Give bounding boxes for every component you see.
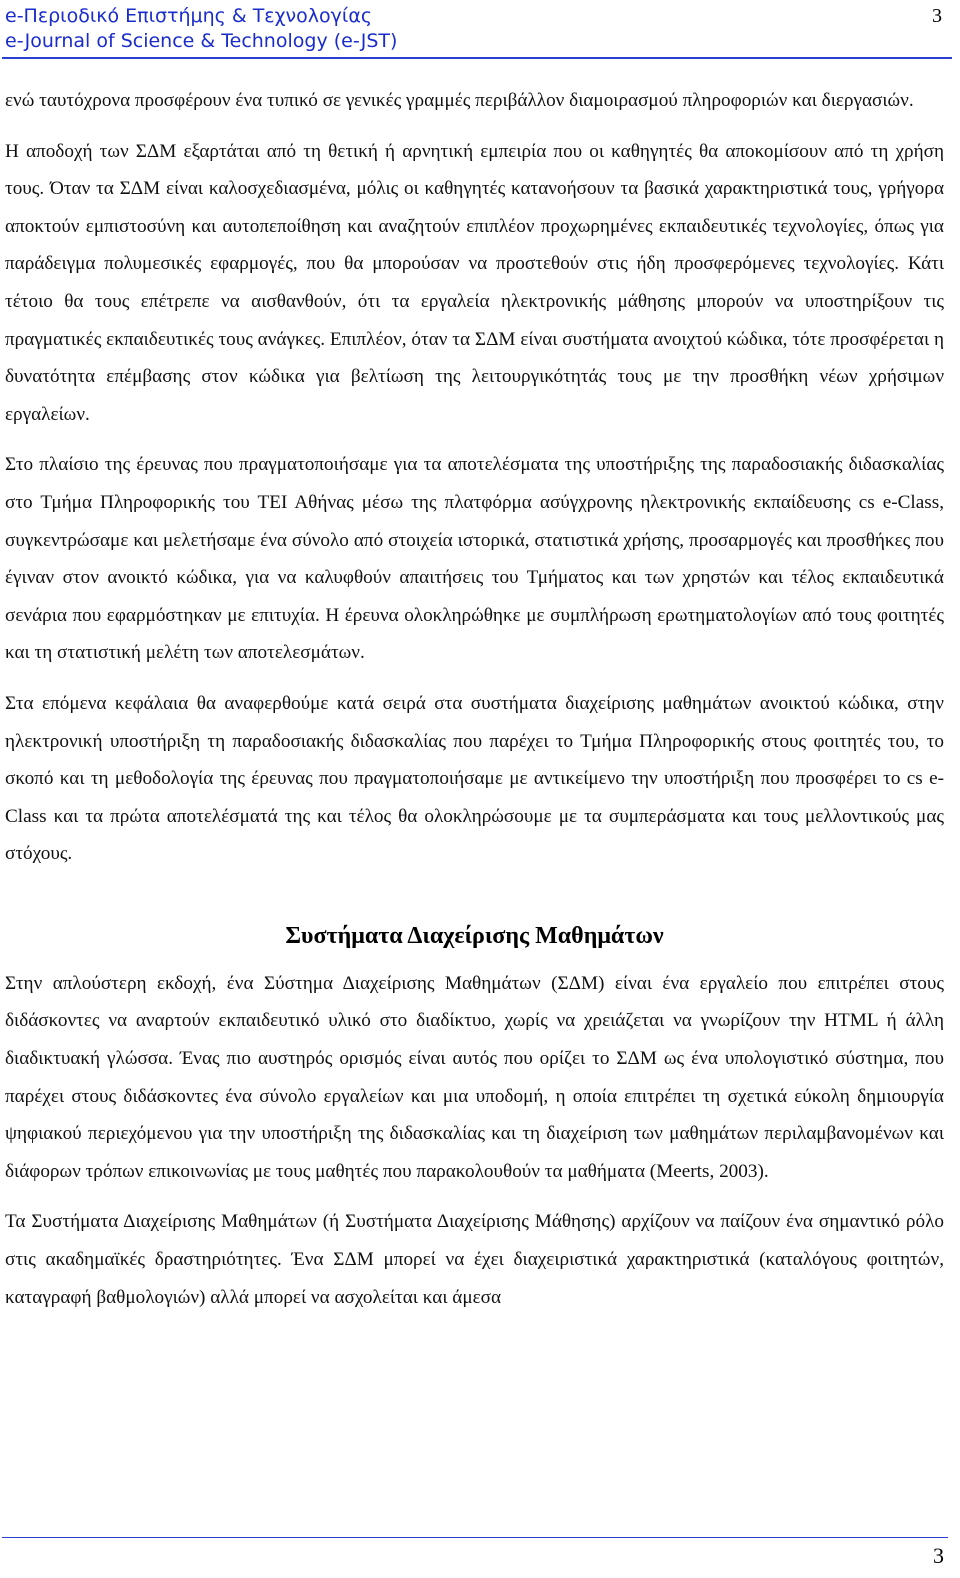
header-page-number: 3 — [932, 5, 942, 27]
paragraph: Στην απλούστερη εκδοχή, ένα Σύστημα Διαχείρισης Μαθημάτων (ΣΔΜ) είναι ένα εργαλείο που επιτρέπει στους διδάσκοντες να αναρτούν εκπαιδευτικό υλικό στο διαδίκτυο, χωρίς να χρειάζεται να γνωρίζουν την HTML ή άλλη διαδικτυακή γλώσσα. Ένας πιο αυστηρός ορισμός είναι αυτός που ορίζει το ΣΔΜ ως ένα υπολογιστικό σύστημα, που παρέχει στους διδάσκοντες ένα σύνολο εργαλείων και μια υποδομή, η οποία επιτρέπει τη σχετικά εύκολη δημιουργία ψηφιακού περιεχόμενου για την υποστήριξη της διδασκαλίας και τη διαχείριση των μαθημάτων περιλαμβανομένων και διάφορων τρόπων επικοινωνίας με τους μαθητές που παρακολουθούν τα μαθήματα (Meerts, 2003). — [5, 972, 944, 1182]
journal-title-english: e-Journal of Science & Technology (e-JST) — [5, 30, 398, 52]
section-heading: Συστήματα Διαχείρισης Μαθημάτων — [285, 922, 664, 949]
footer-page-number: 3 — [933, 1543, 944, 1568]
paragraph: Η αποδοχή των ΣΔΜ εξαρτάται από τη θετική ή αρνητική εμπειρία που οι καθηγητές θα αποκομίσουν από τη χρήση τους. Όταν τα ΣΔΜ είναι καλοσχεδιασμένα, μόλις οι καθηγητές κατανοήσουν τα βασικά χαρακτηριστικά τους, γρήγορα αποκτούν εμπιστοσύνη και αυτοπεποίθηση και αναζητούν επιπλέον προχωρημένες εκπαιδευτικές τεχνολογίες, όπως για παράδειγμα πολυμεσικές εφαρμογές, που θα μπορούσαν να προστεθούν στις ήδη προσφερόμενες τεχνολογίες. Κάτι τέτοιο θα τους επέτρεπε να αισθανθούν, ότι τα εργαλεία ηλεκτρονικής μάθησης μπορούν να υποστηρίξουν τις πραγματικές εκπαιδευτικές τους ανάγκες. Επιπλέον, όταν τα ΣΔΜ είναι συστήματα ανοιχτού κώδικα, τότε προσφέρεται η δυνατότητα επέμβασης στον κώδικα για βελτίωση της λειτουργικότητάς τους με την προσθήκη νέων χρήσιμων εργαλείων. — [5, 140, 944, 425]
paragraph: Στα επόμενα κεφάλαια θα αναφερθούμε κατά σειρά στα συστήματα διαχείρισης μαθημάτων ανοικτού κώδικα, στην ηλεκτρονική υποστήριξη τη παραδοσιακής διδασκαλίας που παρέχει το Τμήμα Πληροφορικής στους φοιτητές του, το σκοπό και τη μεθοδολογία της έρευνας που πραγματοποιήσαμε με αντικείμενο την υποστήριξη που προσφέρει το cs e-Class και τα πρώτα αποτελέσματά της και τέλος θα ολοκληρώσουμε με τα συμπεράσματα και τους μελλοντικούς μας στόχους. — [5, 692, 944, 865]
paragraph: Τα Συστήματα Διαχείρισης Μαθημάτων (ή Συστήματα Διαχείρισης Μάθησης) αρχίζουν να παίζουν ένα σημαντικό ρόλο στις ακαδημαϊκές δραστηριότητες. Ένα ΣΔΜ μπορεί να έχει διαχειριστικά χαρακτηριστικά (καταλόγους φοιτητών, καταγραφή βαθμολογιών) αλλά μπορεί να ασχολείται και άμεσα — [5, 1211, 944, 1308]
page-header — [0, 0, 960, 58]
journal-title-greek: e-Περιοδικό Επιστήμης & Τεχνολογίας — [5, 5, 373, 27]
article-body — [5, 82, 944, 1316]
header-divider — [2, 57, 952, 59]
footer-divider — [2, 1537, 948, 1538]
paragraph: ενώ ταυτόχρονα προσφέρουν ένα τυπικό σε γενικές γραμμές περιβάλλον διαμοιρασμού πληροφοριών και διεργασιών. — [5, 90, 914, 111]
paragraph: Στο πλαίσιο της έρευνας που πραγματοποιήσαμε για τα αποτελέσματα της υποστήριξης της παραδοσιακής διδασκαλίας στο Τμήμα Πληροφορικής του ΤΕΙ Αθήνας μέσω της πλατφόρμα ασύγχρονης ηλεκτρονικής εκπαίδευσης cs e-Class, συγκεντρώσαμε και μελετήσαμε ένα σύνολο από στοιχεία ιστορικά, στατιστικά χρήσης, προσαρμογές και προσθήκες που έγιναν στον ανοικτό κώδικα, για να καλυφθούν απαιτήσεις του Τμήματος και των χρηστών και τέλος εκπαιδευτικά σενάρια που εφαρμόστηκαν με επιτυχία. Η έρευνα ολοκληρώθηκε με συμπλήρωση ερωτηματολογίων από τους φοιτητές και τη στατιστική μελέτη των αποτελεσμάτων. — [5, 454, 944, 664]
